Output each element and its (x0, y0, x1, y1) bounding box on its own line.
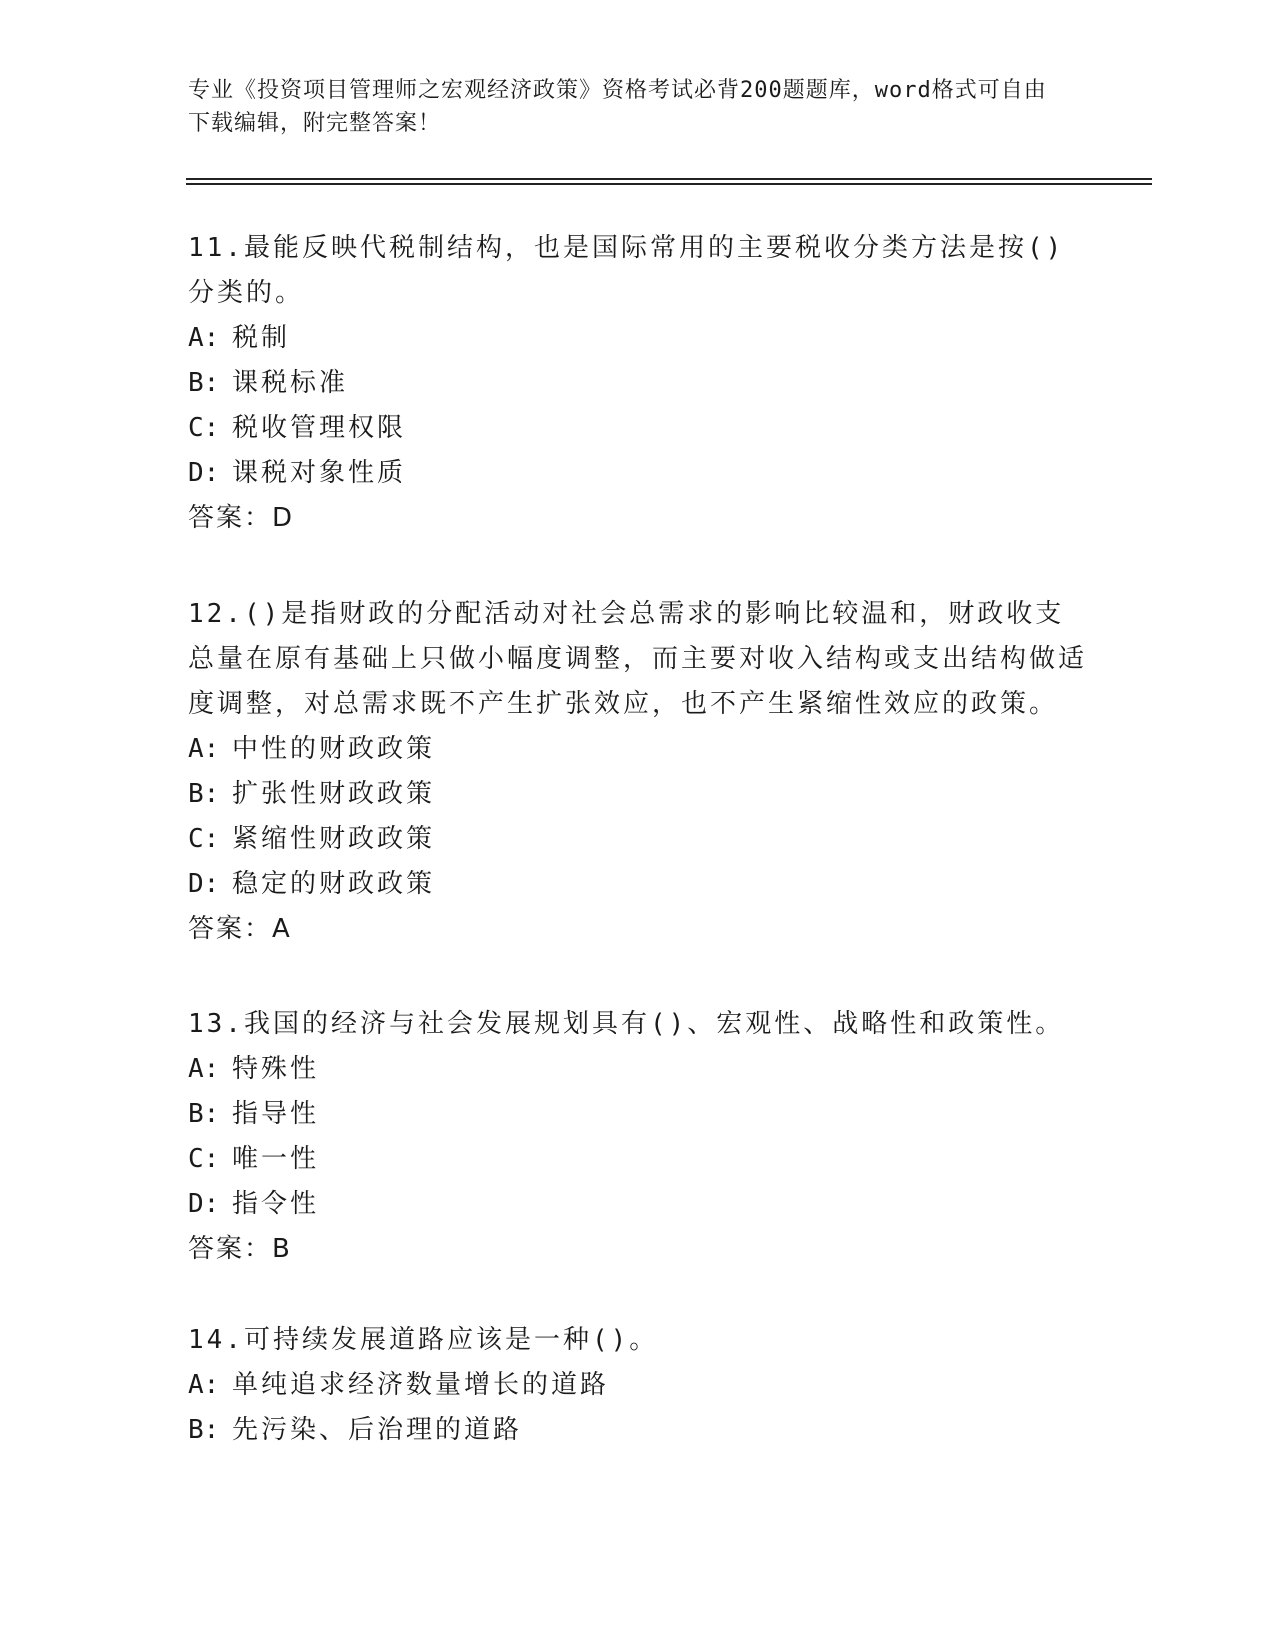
option-text: 指导性 (232, 1099, 320, 1129)
option-text: 中性的财政政策 (232, 734, 436, 764)
option-b (188, 1408, 1088, 1453)
option-key: B: (188, 1099, 220, 1129)
option-d (188, 1182, 1088, 1227)
answer-line: 答案：A (188, 914, 292, 944)
option-a (188, 727, 1088, 772)
option-text: 课税对象性质 (232, 458, 407, 488)
option-b (188, 361, 1088, 406)
option-c (188, 817, 1088, 862)
option-c (188, 406, 1088, 451)
option-a (188, 316, 1088, 361)
answer-line: 答案：B (188, 1234, 292, 1264)
question-11 (188, 226, 1088, 541)
question-stem: 14.可持续发展道路应该是一种()。 (188, 1325, 659, 1355)
option-text: 紧缩性财政政策 (232, 824, 436, 854)
option-a (188, 1047, 1088, 1092)
option-d (188, 451, 1088, 496)
option-text: 税收管理权限 (232, 413, 407, 443)
option-key: C: (188, 1144, 220, 1174)
option-text: 指令性 (232, 1189, 320, 1219)
option-text: 税制 (232, 323, 291, 353)
option-key: B: (188, 779, 220, 809)
option-text: 稳定的财政政策 (232, 869, 436, 899)
option-text: 唯一性 (232, 1144, 320, 1174)
question-12 (188, 592, 1088, 952)
option-key: A: (188, 1370, 220, 1400)
option-key: C: (188, 413, 220, 443)
option-b (188, 1092, 1088, 1137)
header-divider-top (186, 178, 1152, 180)
question-stem: 11.最能反映代税制结构，也是国际常用的主要税收分类方法是按()分类的。 (188, 233, 1065, 308)
question-stem: 12.()是指财政的分配活动对社会总需求的影响比较温和，财政收支总量在原有基础上只做小幅度调整，而主要对收入结构或支出结构做适度调整，对总需求既不产生扩张效应，也不产生紧缩性效应的政策。 (188, 599, 1088, 719)
option-text: 课税标准 (232, 368, 349, 398)
answer-line: 答案：D (188, 503, 295, 533)
option-key: B: (188, 368, 220, 398)
option-key: D: (188, 458, 220, 488)
option-b (188, 772, 1088, 817)
option-key: A: (188, 1054, 220, 1084)
option-key: C: (188, 824, 220, 854)
option-text: 单纯追求经济数量增长的道路 (232, 1370, 610, 1400)
header-divider-bottom (186, 183, 1152, 185)
option-text: 扩张性财政政策 (232, 779, 436, 809)
option-key: D: (188, 1189, 220, 1219)
option-key: D: (188, 869, 220, 899)
option-text: 先污染、后治理的道路 (232, 1415, 523, 1445)
question-14 (188, 1318, 1088, 1453)
option-text: 特殊性 (232, 1054, 320, 1084)
option-a (188, 1363, 1088, 1408)
option-key: B: (188, 1415, 220, 1445)
option-key: A: (188, 323, 220, 353)
option-c (188, 1137, 1088, 1182)
question-stem: 13.我国的经济与社会发展规划具有()、宏观性、战略性和政策性。 (188, 1009, 1065, 1039)
question-13 (188, 1002, 1088, 1272)
option-d (188, 862, 1088, 907)
document-header: 专业《投资项目管理师之宏观经济政策》资格考试必背200题题库，word格式可自由下载编辑，附完整答案！ (188, 78, 1047, 136)
option-key: A: (188, 734, 220, 764)
